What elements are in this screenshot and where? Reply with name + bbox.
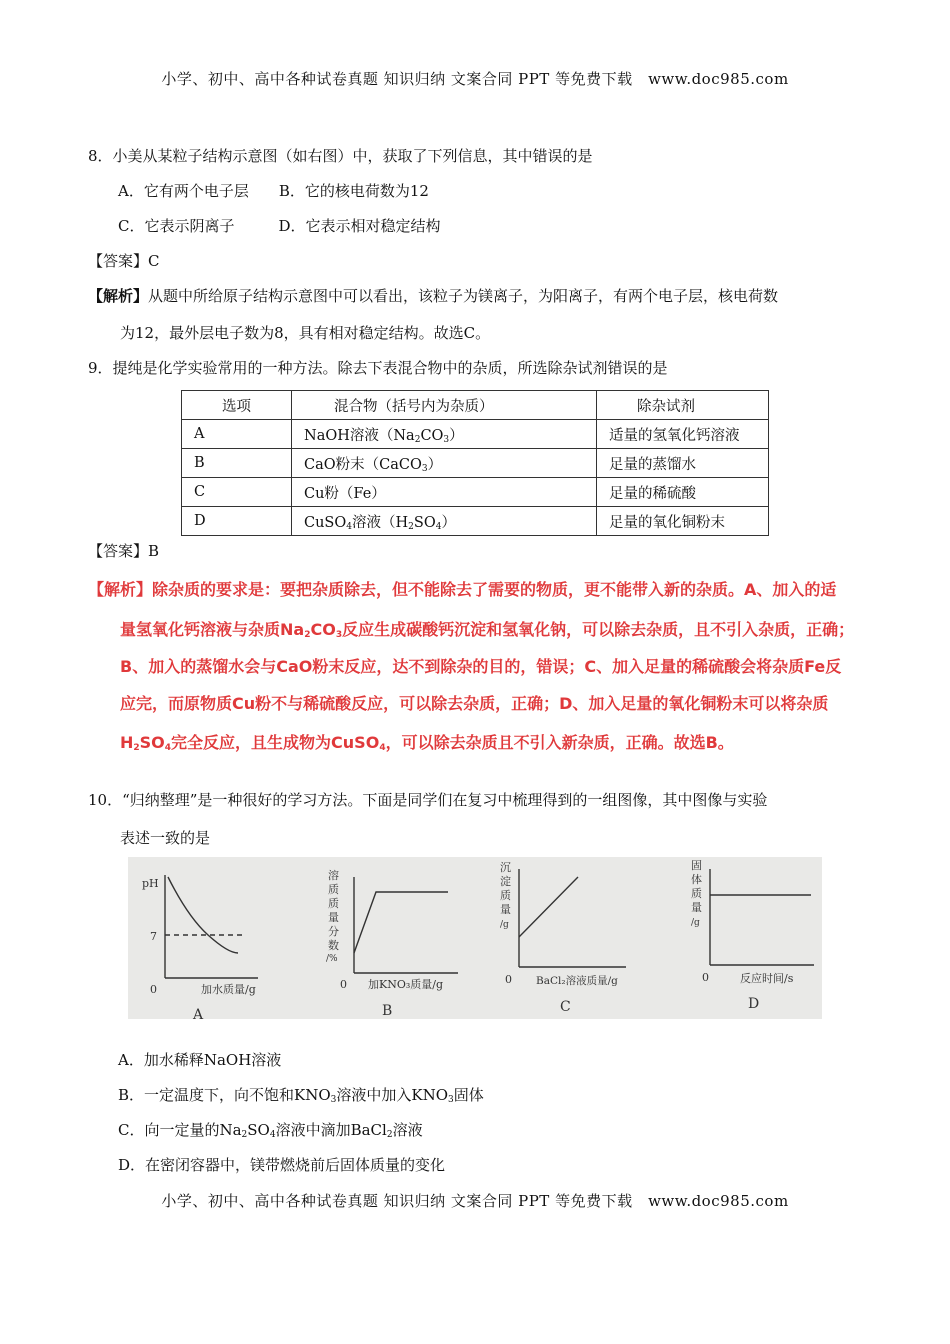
graph-d-ylabel-char: 质 [691,887,702,900]
graph-c-ylabel-char: 质 [500,889,511,902]
graph-d-origin: 0 [702,971,709,984]
graph-b-origin: 0 [340,978,347,991]
graphs-figure [128,857,822,1019]
q9-explanation-line4: 应完，而原物质Cu粉不与稀硫酸反应，可以除去杂质，正确；D、加入足量的氧化铜粉末可以将杂质 [120,694,829,713]
graph-c-letter: C [560,999,571,1015]
graph-b-ylabel-char: 量 [328,911,339,924]
page-footer: 小学、初中、高中各种试卷真题 知识归纳 文案合同 PPT 等免费下载 www.doc985.com [161,1192,789,1210]
q9-stem: 9．提纯是化学实验常用的一种方法。除去下表混合物中的杂质，所选除杂试剂错误的是 [88,359,668,377]
q8-option-d: D．它表示相对稳定结构 [278,217,441,235]
graph-c-ylabel-char: 淀 [500,875,511,888]
table-row: B CaO粉末（CaCO$_3$） 足量的蒸馏水 [182,449,769,478]
graph-a-tick7: 7 [150,930,157,943]
q8-option-a: A．它有两个电子层 [118,182,249,200]
graph-b-line [354,892,448,953]
q10-option-a: A．加水稀释NaOH溶液 [118,1051,282,1069]
table-header-option: 选项 [182,391,292,420]
q9-table [181,390,769,536]
q8-answer: 【答案】C [88,252,160,270]
q9-explanation-line1: 【解析】除杂质的要求是：要把杂质除去，但不能除去了需要的物质，更不能带入新的杂质。A、加入的适 [88,580,837,599]
graph-c-origin: 0 [505,973,512,986]
page-header: 小学、初中、高中各种试卷真题 知识归纳 文案合同 PPT 等免费下载 www.doc985.com [161,70,789,88]
graphs-svg [128,857,822,1019]
graph-c-ylabel-char: 沉 [500,861,511,874]
q9-answer: 【答案】B [88,542,160,560]
graph-c-xlabel: BaCl₂溶液质量/g [536,975,618,987]
graph-c-ylabel-char: 量 [500,903,511,916]
graph-b-xlabel: 加KNO₃质量/g [368,978,444,991]
graph-b-ylabel-char: 数 [328,939,339,952]
graph-c-ylabel-char: /g [500,920,509,930]
q9-explanation-line5: $H_2SO_4$完全反应，且生成物为CuSO$_4$，可以除去杂质且不引入新杂质，正确。故选B。 [120,733,734,753]
graph-a-xlabel: 加水质量/g [201,983,256,996]
table-header-mixture: 混合物（括号内为杂质） [292,391,597,420]
q8-explanation-line2: 为12，最外层电子数为8，具有相对稳定结构。故选C。 [120,324,491,342]
q8-stem: 8．小美从某粒子结构示意图（如右图）中，获取了下列信息，其中错误的是 [88,147,593,165]
graph-b-ylabel-char: 分 [328,925,339,938]
graph-b-ylabel-char: 质 [328,897,339,910]
table-row: C Cu粉（Fe） 足量的稀硫酸 [182,478,769,507]
graph-d-ylabel-char: /g [691,918,700,928]
graph-a-letter: A [193,1007,204,1019]
graph-d-letter: D [748,996,760,1012]
q9-explanation-line3: B、加入的蒸馏水会与CaO粉末反应，达不到除杂的目的，错误；C、加入足量的稀硫酸会将杂质Fe反 [120,657,842,676]
q8-options-row2 [118,216,441,236]
q8-option-c: C．它表示阴离子 [118,217,235,235]
graph-d-ylabel-char: 量 [691,901,702,914]
q8-options-row1 [118,181,429,201]
graph-d-xlabel: 反应时间/s [740,972,794,985]
q9-explanation-line2: 量氢氧化钙溶液与杂质$Na_2CO_3$反应生成碳酸钙沉淀和氢氧化钠，可以除去杂质，且不引入杂质，正确； [120,620,855,640]
table-header-reagent: 除杂试剂 [597,391,769,420]
graph-b-letter: B [382,1003,393,1019]
q10-option-d: D．在密闭容器中，镁带燃烧前后固体质量的变化 [118,1156,446,1174]
table-header-row [182,391,769,420]
q10-stem-line2: 表述一致的是 [120,829,211,847]
table-row: A NaOH溶液$(Na_2CO_3)$ 适量的氢氧化钙溶液 [182,420,769,449]
q8-explanation-line1: 【解析】从题中所给原子结构示意图中可以看出，该粒子为镁离子，为阳离子，有两个电子层，核电荷数 [88,287,779,305]
q10-stem-line1: 10．“归纳整理”是一种很好的学习方法。下面是同学们在复习中梳理得到的一组图像，其中图像与实验 [88,791,768,809]
graph-d-ylabel-char: 固 [691,859,702,872]
graph-d-ylabel-char: 体 [691,873,702,886]
graph-c-line [519,877,578,937]
graph-a-curve [168,877,238,953]
q8-option-b: B．它的核电荷数为12 [278,182,429,200]
graph-a-origin: 0 [150,983,157,996]
graph-a-ylabel: pH [142,877,159,890]
graph-b-ylabel-char: /% [326,954,338,964]
table-row: D CuSO$_4$溶液$(H_2SO_4)$ 足量的氧化铜粉末 [182,507,769,536]
q9-explanation-label: 【解析】 [88,580,153,599]
graph-b-ylabel-char: 溶 [328,869,339,882]
q10-option-b: B．一定温度下，向不饱和$KNO_3$溶液中加入$KNO_3$固体 [118,1086,484,1105]
q8-explanation-label: 【解析】 [88,287,149,305]
q10-option-c: C．向一定量的$Na_2SO_4$溶液中滴加BaCl$_2$溶液 [118,1121,423,1140]
graph-b-ylabel-char: 质 [328,883,339,896]
